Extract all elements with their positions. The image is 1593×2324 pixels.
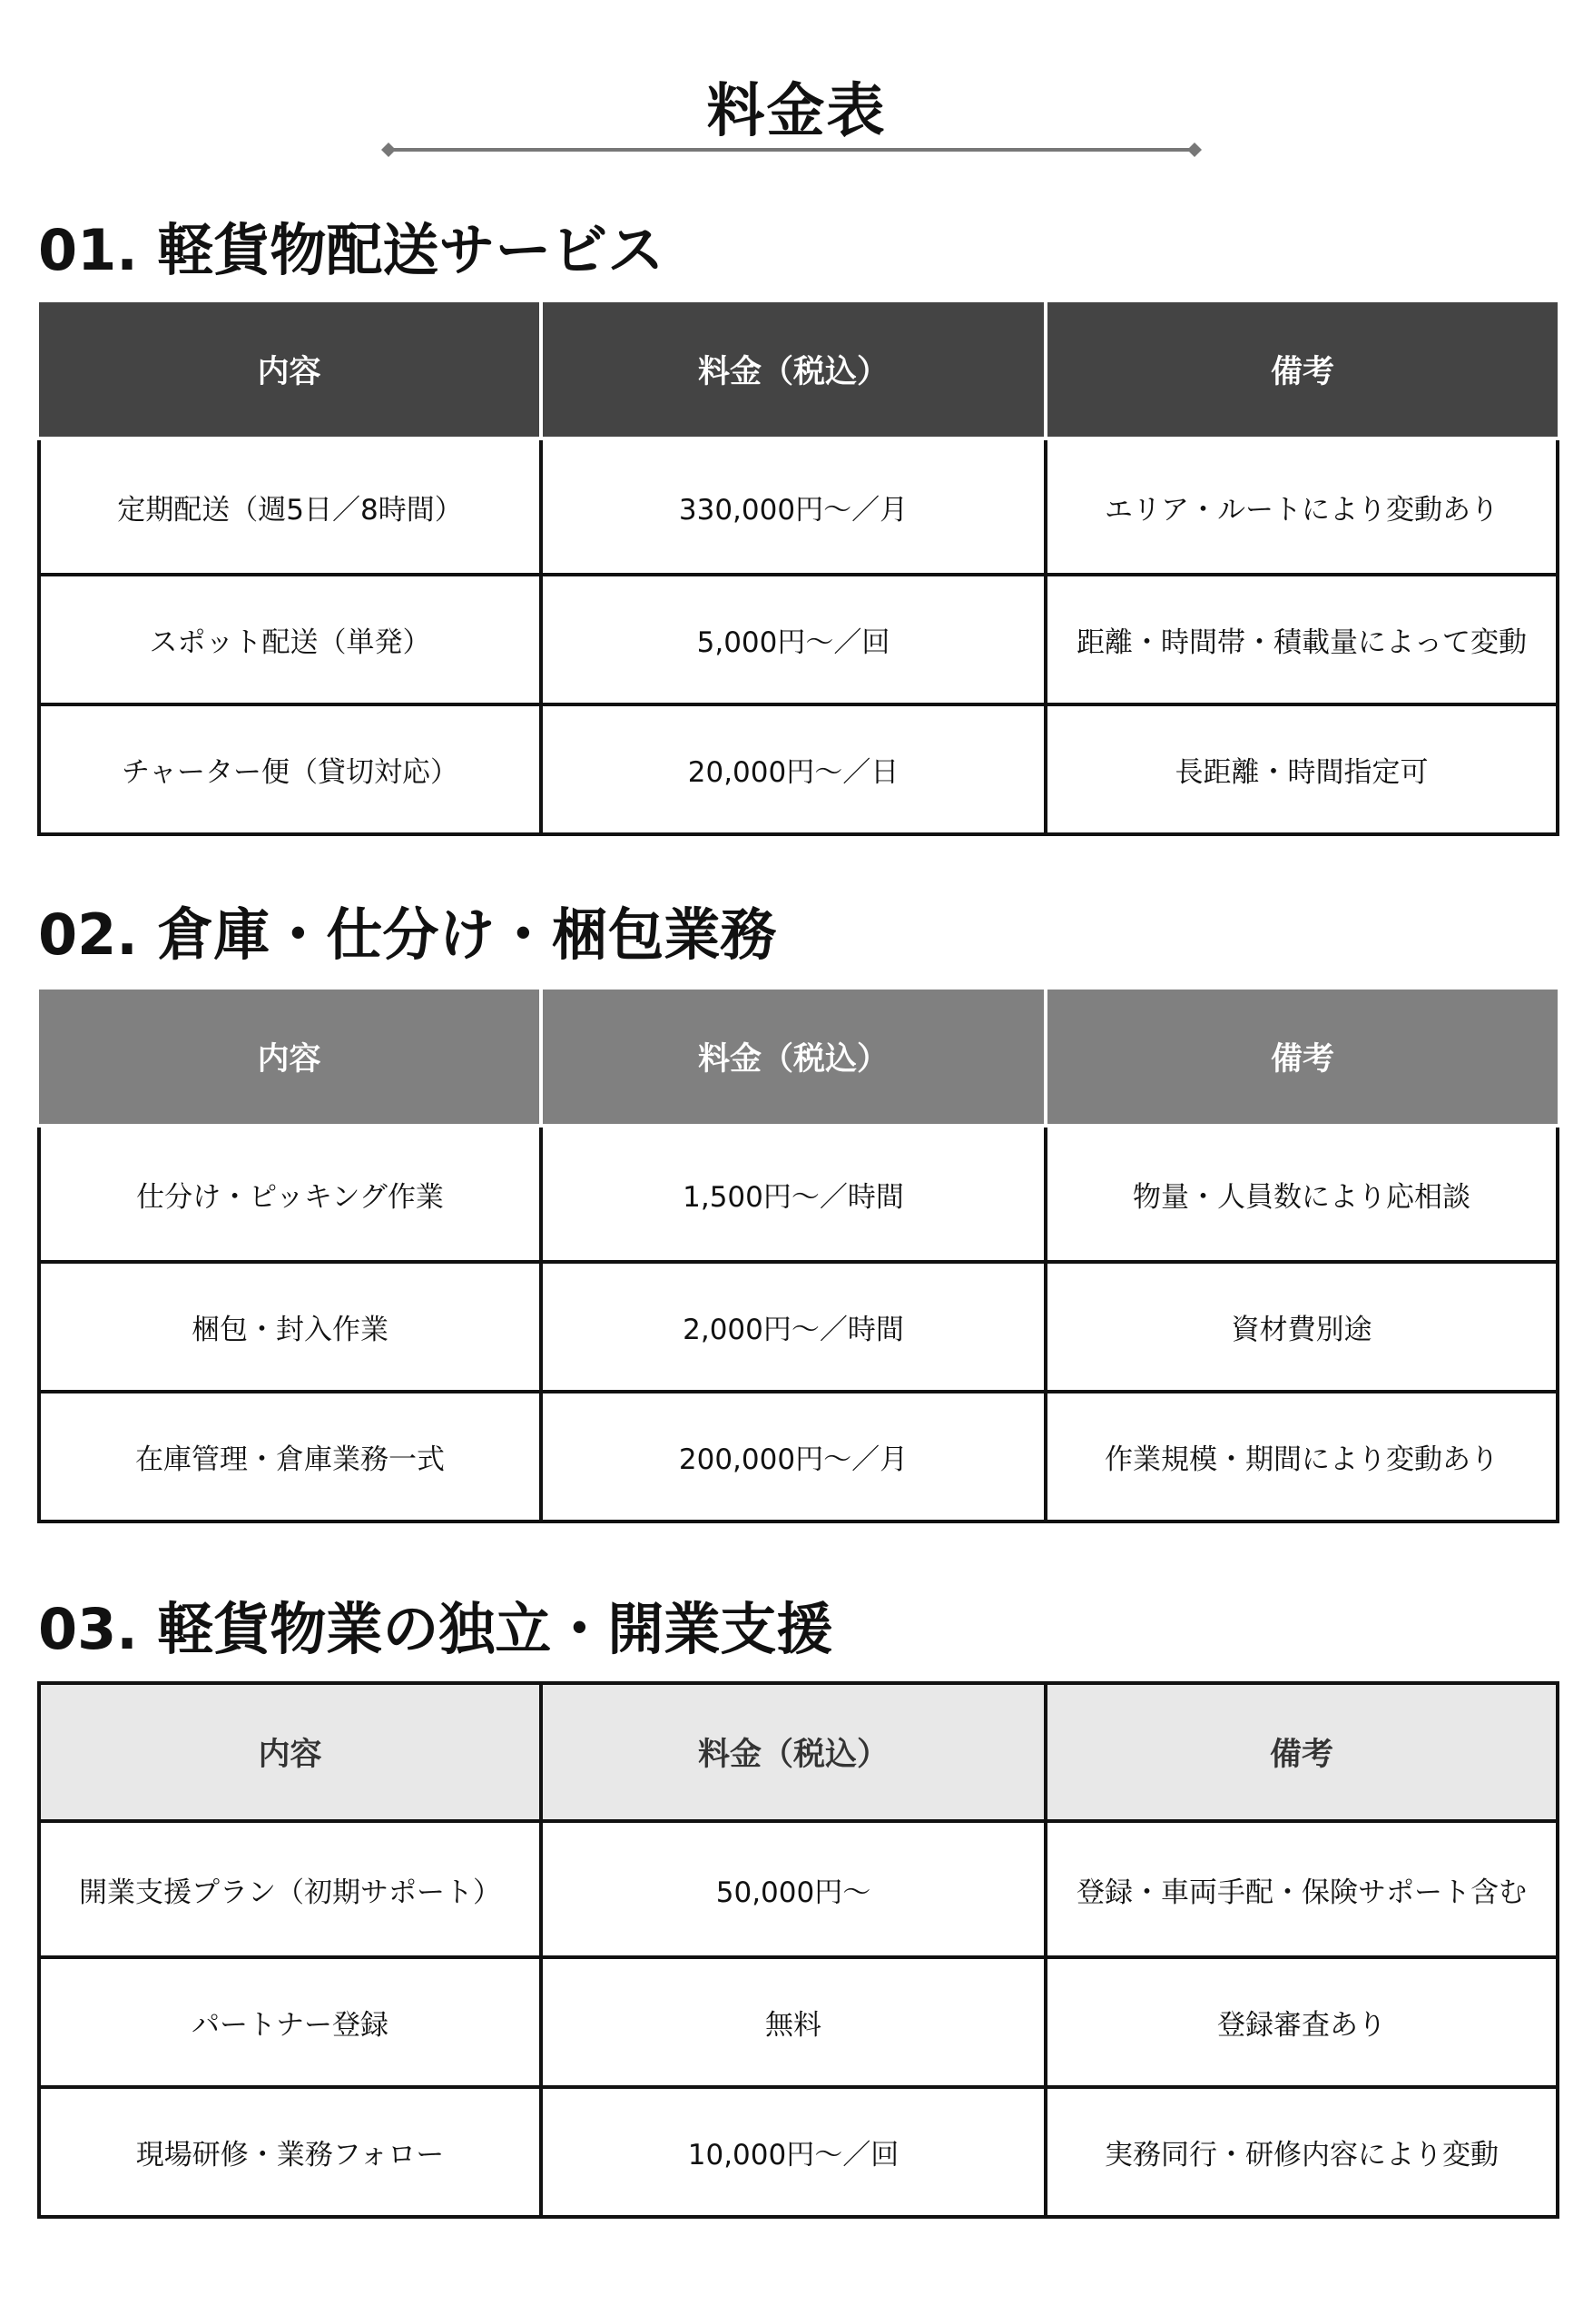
cell-content: 定期配送（週5日／8時間） [39,438,541,575]
cell-price: 200,000円〜／月 [541,1392,1046,1521]
cell-note: 距離・時間帯・積載量によって変動 [1046,575,1558,704]
title-divider [379,141,1204,159]
cell-note: 登録審査あり [1046,1957,1558,2087]
cell-content: 現場研修・業務フォロー [39,2087,541,2217]
cell-content: 開業支援プラン（初期サポート） [39,1821,541,1957]
column-header-note: 備考 [1046,990,1558,1126]
cell-note: 資材費別途 [1046,1262,1558,1392]
cell-price: 2,000円〜／時間 [541,1262,1046,1392]
table-header-row [39,1683,1558,1821]
price-table-warehouse [37,990,1559,1523]
table-row [39,704,1558,834]
table-row [39,1821,1558,1957]
table-row [39,438,1558,575]
section-heading-delivery: 01. 軽貨物配送サービス [38,217,664,283]
column-header-note: 備考 [1046,302,1558,438]
cell-price: 5,000円〜／回 [541,575,1046,704]
table-row [39,1957,1558,2087]
column-header-content: 内容 [39,302,541,438]
column-header-price: 料金（税込） [541,302,1046,438]
cell-note: 長距離・時間指定可 [1046,704,1558,834]
cell-note: 実務同行・研修内容により変動 [1046,2087,1558,2217]
cell-price: 1,500円〜／時間 [541,1126,1046,1262]
cell-price: 10,000円〜／回 [541,2087,1046,2217]
cell-price: 20,000円〜／日 [541,704,1046,834]
cell-content: 仕分け・ピッキング作業 [39,1126,541,1262]
cell-content: スポット配送（単発） [39,575,541,704]
price-table-delivery [37,302,1559,836]
section-heading-warehouse: 02. 倉庫・仕分け・梱包業務 [38,901,777,968]
column-header-content: 内容 [39,990,541,1126]
table-row [39,1392,1558,1521]
table-row [39,1126,1558,1262]
column-header-price: 料金（税込） [541,1683,1046,1821]
cell-note: 物量・人員数により応相談 [1046,1126,1558,1262]
table-header-row [39,990,1558,1126]
column-header-price: 料金（税込） [541,990,1046,1126]
cell-content: 在庫管理・倉庫業務一式 [39,1392,541,1521]
cell-content: チャーター便（貸切対応） [39,704,541,834]
cell-note: 作業規模・期間により変動あり [1046,1392,1558,1521]
cell-note: 登録・車両手配・保険サポート含む [1046,1821,1558,1957]
page-title: 料金表 [706,78,887,145]
table-row [39,575,1558,704]
column-header-note: 備考 [1046,1683,1558,1821]
cell-price: 無料 [541,1957,1046,2087]
column-header-content: 内容 [39,1683,541,1821]
cell-content: 梱包・封入作業 [39,1262,541,1392]
table-header-row [39,302,1558,438]
cell-note: エリア・ルートにより変動あり [1046,438,1558,575]
cell-content: パートナー登録 [39,1957,541,2087]
table-row [39,2087,1558,2217]
table-row [39,1262,1558,1392]
section-heading-startup-support: 03. 軽貨物業の独立・開業支援 [38,1596,833,1662]
cell-price: 50,000円〜 [541,1821,1046,1957]
price-table-startup-support [37,1681,1559,2219]
cell-price: 330,000円〜／月 [541,438,1046,575]
